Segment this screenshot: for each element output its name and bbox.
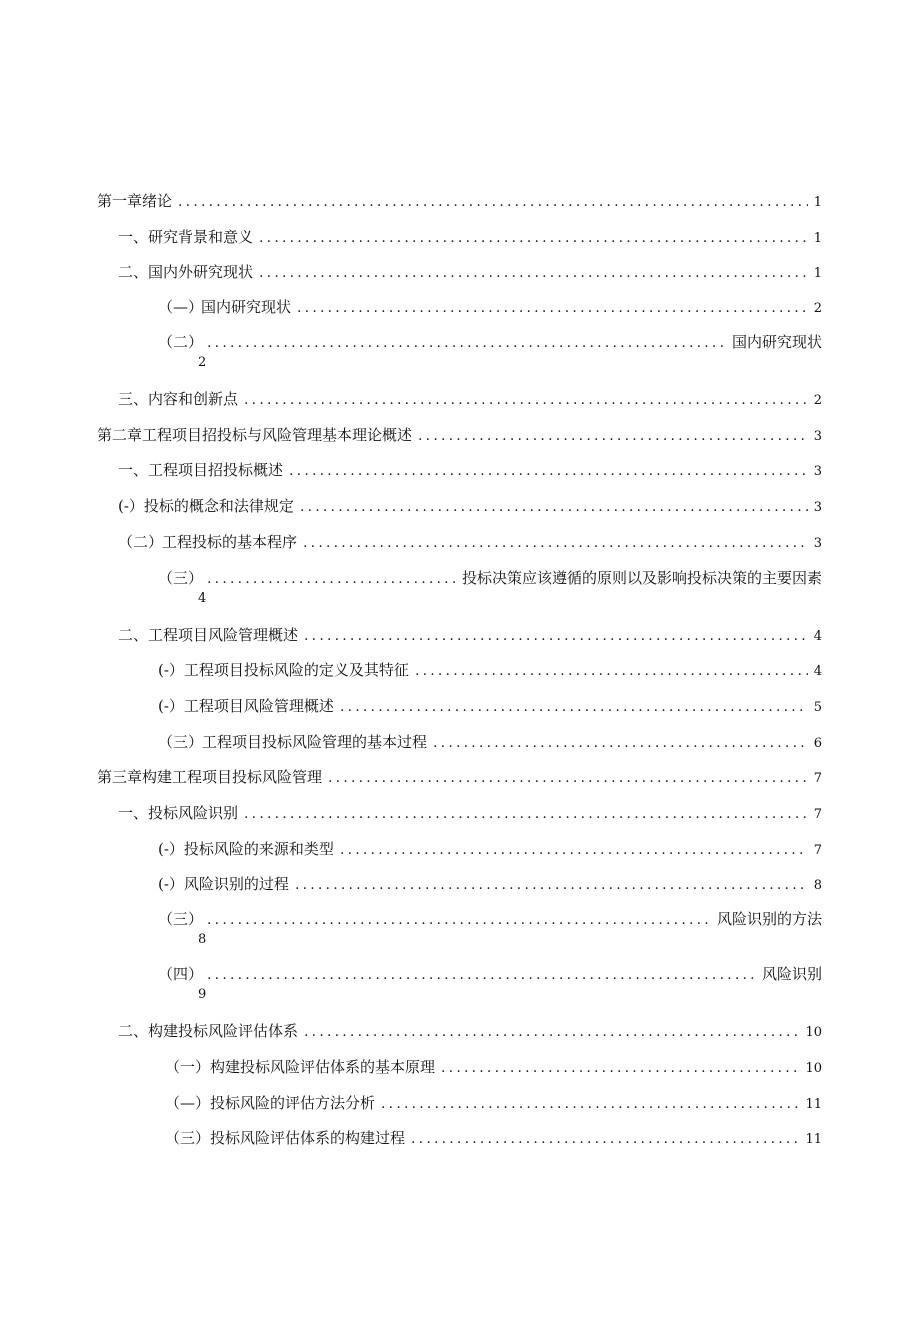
toc-entry-number: 一、 <box>118 461 149 479</box>
toc-entry-number: （二） <box>118 533 164 551</box>
toc-leader-dots <box>304 627 808 645</box>
toc-entry-page: 10 <box>805 1025 822 1040</box>
toc-entry-title: 第三章构建工程项目投标风险管理 <box>97 768 323 786</box>
toc-entry-page: 7 <box>813 807 822 822</box>
toc-entry-page: 2 <box>198 355 207 370</box>
toc-entry-title: 工程项目投标风险管理的基本过程 <box>202 733 428 751</box>
toc-leader-dots <box>207 334 726 352</box>
toc-leader-dots <box>289 462 808 480</box>
toc-entry[interactable] <box>158 733 822 753</box>
toc-entry-page: 3 <box>813 429 822 444</box>
toc-entry[interactable] <box>158 333 822 352</box>
toc-leader-dots <box>328 769 808 787</box>
toc-entry[interactable] <box>118 626 822 646</box>
toc-entry-page: 2 <box>813 301 822 316</box>
toc-entry-title: 投标决策应该遵循的原则以及影响投标决策的主要因素 <box>461 569 822 587</box>
toc-entry-title: 工程项目招投标概述 <box>148 461 284 479</box>
toc-entry-number: (-） <box>118 497 144 515</box>
toc-entry-page: 11 <box>805 1132 822 1147</box>
toc-entry-number: （三） <box>158 569 204 587</box>
toc-entry-number: 二、 <box>118 263 149 281</box>
toc-entry-page: 4 <box>198 591 207 606</box>
toc-leader-dots <box>340 698 808 716</box>
toc-leader-dots <box>259 229 808 247</box>
toc-entry[interactable] <box>158 569 822 588</box>
toc-entry[interactable] <box>118 228 822 248</box>
toc-entry-number: （—） <box>158 298 204 316</box>
toc-entry-page: 10 <box>805 1061 822 1076</box>
toc-entry-page: 3 <box>813 464 822 479</box>
toc-leader-dots <box>259 264 808 282</box>
toc-leader-dots <box>381 1095 799 1113</box>
toc-entry-title: 内容和创新点 <box>148 390 239 408</box>
toc-entry[interactable] <box>158 910 822 929</box>
toc-entry-page: 8 <box>198 932 207 947</box>
toc-entry-page: 7 <box>813 843 822 858</box>
toc-leader-dots <box>207 911 711 929</box>
toc-entry-page: 4 <box>813 664 822 679</box>
toc-entry-page: 3 <box>813 536 822 551</box>
toc-entry-number: (-） <box>158 840 184 858</box>
toc-leader-dots <box>207 966 756 984</box>
toc-entry[interactable] <box>158 697 822 717</box>
toc-entry-page: 7 <box>813 771 822 786</box>
toc-entry[interactable] <box>158 875 822 895</box>
toc-entry[interactable] <box>118 497 822 517</box>
toc-entry-number: 一、 <box>118 228 149 246</box>
toc-leader-dots <box>295 876 808 894</box>
toc-entry[interactable] <box>118 1022 822 1042</box>
toc-entry[interactable] <box>165 1058 822 1078</box>
toc-entry[interactable] <box>165 1094 822 1114</box>
toc-entry-title: 工程投标的基本程序 <box>162 533 298 551</box>
toc-leader-dots <box>415 662 808 680</box>
toc-entry-page: 1 <box>813 231 822 246</box>
toc-entry-title: 风险识别的方法 <box>716 910 822 928</box>
toc-entry[interactable] <box>158 661 822 681</box>
toc-leader-dots <box>303 534 808 552</box>
toc-entry-title: 投标风险评估体系的构建过程 <box>210 1129 406 1147</box>
toc-entry[interactable] <box>118 390 822 410</box>
toc-entry-number: 二、 <box>118 1022 149 1040</box>
toc-entry-page: 3 <box>813 500 822 515</box>
toc-entry[interactable] <box>118 804 822 824</box>
toc-entry-number: （二） <box>158 333 204 351</box>
toc-leader-dots <box>304 1023 799 1041</box>
toc-entry-number: (-） <box>158 875 184 893</box>
toc-entry-number: (-） <box>158 697 184 715</box>
toc-entry-title: 工程项目投标风险的定义及其特征 <box>183 661 409 679</box>
toc-leader-dots <box>244 805 808 823</box>
toc-entry-number: （—） <box>165 1094 211 1112</box>
toc-entry-page: 5 <box>813 700 822 715</box>
toc-entry[interactable] <box>158 965 822 984</box>
toc-entry-number: (-） <box>158 661 184 679</box>
toc-leader-dots <box>433 734 808 752</box>
toc-entry[interactable] <box>158 840 822 860</box>
toc-entry[interactable] <box>165 1129 822 1149</box>
toc-entry-page: 1 <box>813 266 822 281</box>
toc-entry-title: 投标的概念和法律规定 <box>143 497 294 515</box>
toc-entry-title: 第一章绪论 <box>97 192 173 210</box>
toc-leader-dots <box>297 299 808 317</box>
toc-entry-title: 投标风险的来源和类型 <box>183 840 334 858</box>
toc-entry-title: 工程项目风险管理概述 <box>183 697 334 715</box>
toc-leader-dots <box>300 498 808 516</box>
toc-entry-page: 2 <box>813 393 822 408</box>
toc-entry-title: 国内外研究现状 <box>148 263 254 281</box>
toc-entry[interactable] <box>118 461 822 481</box>
toc-entry[interactable] <box>97 192 822 212</box>
toc-entry-number: （三） <box>158 733 204 751</box>
toc-entry-title: 国内研究现状 <box>201 298 292 316</box>
toc-leader-dots <box>418 427 808 445</box>
toc-entry-number: （三） <box>165 1129 211 1147</box>
toc-entry-title: 国内研究现状 <box>731 333 822 351</box>
toc-entry[interactable] <box>118 263 822 283</box>
toc-leader-dots <box>411 1130 799 1148</box>
toc-entry-page: 1 <box>813 195 822 210</box>
toc-entry[interactable] <box>97 768 822 788</box>
toc-entry-number: 二、 <box>118 626 149 644</box>
toc-entry-page: 9 <box>198 987 207 1002</box>
toc-entry[interactable] <box>158 298 822 318</box>
toc-leader-dots <box>178 193 808 211</box>
toc-entry-number: （四） <box>158 965 204 983</box>
toc-entry-title: 风险识别 <box>761 965 822 983</box>
toc-entry-title: 投标风险的评估方法分析 <box>210 1094 376 1112</box>
toc-entry-title: 工程项目风险管理概述 <box>148 626 299 644</box>
toc-entry[interactable] <box>97 426 822 446</box>
toc-leader-dots <box>244 391 808 409</box>
toc-entry-title: 研究背景和意义 <box>148 228 254 246</box>
toc-entry-title: 构建投标风险评估体系 <box>148 1022 299 1040</box>
toc-entry-page: 6 <box>813 736 822 751</box>
toc-leader-dots <box>340 841 808 859</box>
toc-entry-number: （三） <box>158 910 204 928</box>
toc-leader-dots <box>207 570 456 588</box>
toc-entry-page: 11 <box>805 1097 822 1112</box>
toc-entry-number: 三、 <box>118 390 149 408</box>
toc-entry-title: 风险识别的过程 <box>183 875 289 893</box>
toc-entry-number: （一） <box>165 1058 211 1076</box>
toc-entry-page: 8 <box>813 878 822 893</box>
toc-entry-page: 4 <box>813 629 822 644</box>
toc-leader-dots <box>441 1059 799 1077</box>
toc-entry[interactable] <box>118 533 822 553</box>
toc-entry-title: 投标风险识别 <box>148 804 239 822</box>
toc-entry-title: 第二章工程项目招投标与风险管理基本理论概述 <box>97 426 413 444</box>
toc-entry-number: 一、 <box>118 804 149 822</box>
toc-entry-title: 构建投标风险评估体系的基本原理 <box>210 1058 436 1076</box>
